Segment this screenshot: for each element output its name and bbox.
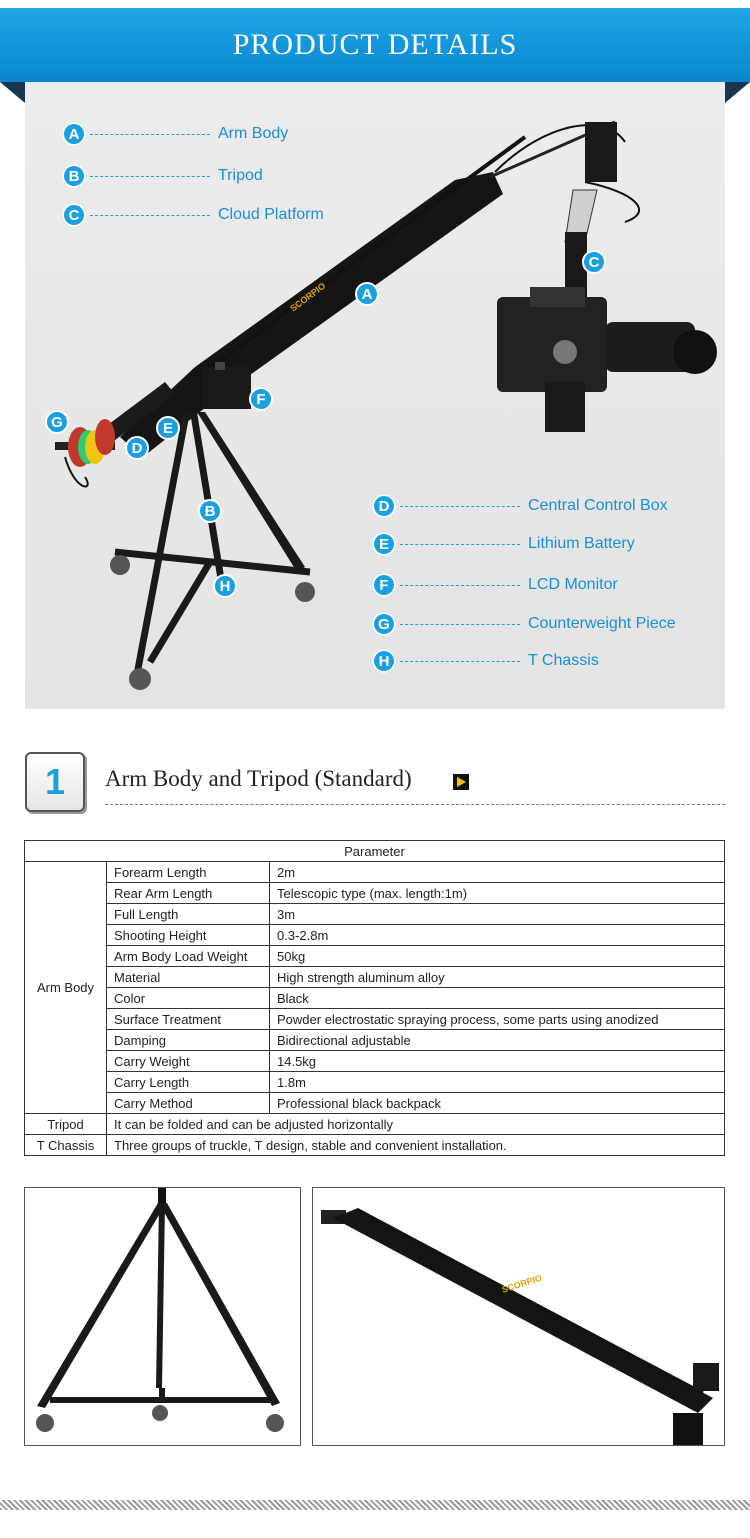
tag-f-lcd-monitor: F [249, 387, 273, 411]
param-key: Forearm Length [107, 862, 270, 883]
table-row [25, 883, 725, 904]
param-value: 1.8m [270, 1072, 725, 1093]
legend-letter-badge: E [372, 532, 396, 556]
param-key: Carry Weight [107, 1051, 270, 1072]
product-diagram [25, 82, 725, 709]
table-row [25, 862, 725, 883]
banner-fold-right [725, 82, 750, 103]
group-label-arm-body: Arm Body [25, 862, 107, 1114]
param-key: Surface Treatment [107, 1009, 270, 1030]
tripod-photo [24, 1187, 301, 1446]
banner-fold-left [0, 82, 25, 103]
param-key: Damping [107, 1030, 270, 1051]
param-key: Full Length [107, 904, 270, 925]
table-row [25, 1051, 725, 1072]
arm-image [313, 1188, 724, 1445]
tag-a-arm: A [355, 282, 379, 306]
table-header: Parameter [25, 841, 725, 862]
param-value: 2m [270, 862, 725, 883]
footer-stripe [0, 1500, 750, 1510]
legend-item-arm-body [62, 122, 288, 146]
param-value: Professional black backpack [270, 1093, 725, 1114]
legend-item-t-chassis [372, 649, 599, 673]
legend-item-cloud-platform [62, 203, 324, 227]
param-value: Bidirectional adjustable [270, 1030, 725, 1051]
param-value: 50kg [270, 946, 725, 967]
table-row [25, 1030, 725, 1051]
table-row [25, 1072, 725, 1093]
legend-item-lcd-monitor [372, 573, 618, 597]
param-key: Shooting Height [107, 925, 270, 946]
tag-g-counterweight: G [45, 410, 69, 434]
legend-item-tripod [62, 164, 263, 188]
param-value: Telescopic type (max. length:1m) [270, 883, 725, 904]
section-title: Arm Body and Tripod (Standard) [105, 766, 412, 791]
table-row [25, 1009, 725, 1030]
table-row [25, 967, 725, 988]
param-value: 3m [270, 904, 725, 925]
legend-item-counterweight-piece [372, 612, 676, 636]
play-arrow-icon [453, 774, 469, 790]
param-value: It can be folded and can be adjusted horizontally [107, 1114, 725, 1135]
legend-letter-badge: C [62, 203, 86, 227]
param-key: Arm Body Load Weight [107, 946, 270, 967]
param-value: 0.3-2.8m [270, 925, 725, 946]
table-row [25, 925, 725, 946]
param-value: High strength aluminum alloy [270, 967, 725, 988]
param-key: Carry Length [107, 1072, 270, 1093]
photo-arm-logo-text: SCORPIO [500, 1272, 544, 1295]
legend-letter-badge: A [62, 122, 86, 146]
tag-c-cloud-platform: C [582, 250, 606, 274]
table-row [25, 904, 725, 925]
param-value: Powder electrostatic spraying process, some parts using anodized [270, 1009, 725, 1030]
param-key: Color [107, 988, 270, 1009]
section-number: 1 [44, 761, 66, 802]
legend-label: Counterweight Piece [528, 615, 676, 632]
section-divider [105, 804, 725, 805]
tag-b-tripod: B [198, 499, 222, 523]
tag-h-t-chassis: H [213, 574, 237, 598]
arm-logo-text: SCORPIO [288, 280, 328, 314]
section-number-badge [25, 752, 85, 812]
tag-e-battery: E [156, 416, 180, 440]
legend-label: Central Control Box [528, 497, 668, 514]
table-header-row [25, 841, 725, 862]
table-row [25, 946, 725, 967]
legend-label: Lithium Battery [528, 535, 635, 552]
legend-letter-badge: B [62, 164, 86, 188]
param-value: 14.5kg [270, 1051, 725, 1072]
table-row [25, 1093, 725, 1114]
parameter-table [24, 840, 725, 1156]
param-key: Tripod [25, 1114, 107, 1135]
legend-label: Tripod [218, 167, 263, 184]
param-key: T Chassis [25, 1135, 107, 1156]
param-key: Carry Method [107, 1093, 270, 1114]
legend-label: Arm Body [218, 125, 289, 142]
tag-d-control-box: D [125, 436, 149, 460]
legend-item-central-control-box [372, 494, 668, 518]
legend-item-lithium-battery [372, 532, 635, 556]
param-value: Three groups of truckle, T design, stable and convenient installation. [107, 1135, 725, 1156]
section-header [25, 750, 725, 810]
legend-letter-badge: D [372, 494, 396, 518]
param-value: Black [270, 988, 725, 1009]
legend-letter-badge: F [372, 573, 396, 597]
table-row-tripod [25, 1114, 725, 1135]
legend-letter-badge: G [372, 612, 396, 636]
legend-letter-badge: H [372, 649, 396, 673]
table-row [25, 988, 725, 1009]
legend-label: T Chassis [528, 652, 599, 669]
param-key: Rear Arm Length [107, 883, 270, 904]
arm-photo [312, 1187, 725, 1446]
banner-title: PRODUCT DETAILS [232, 28, 518, 61]
table-row-t-chassis [25, 1135, 725, 1156]
legend-label: LCD Monitor [528, 576, 618, 593]
legend-label: Cloud Platform [218, 206, 324, 223]
param-key: Material [107, 967, 270, 988]
tripod-image [25, 1188, 300, 1445]
